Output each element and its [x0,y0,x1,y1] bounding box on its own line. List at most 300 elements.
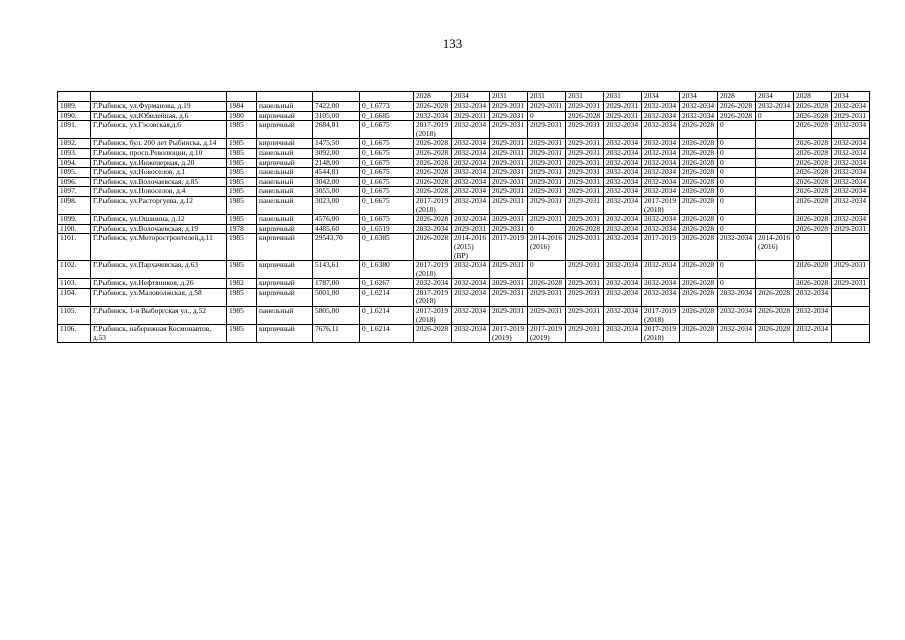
table-cell: 2026-2028 [414,102,452,112]
table-cell: 2032-2034 [642,158,680,168]
table-cell: Г.Рыбинск, ул.Волочаевская, д.85 [91,177,227,187]
table-cell: 0_1.6675 [360,196,414,214]
table-cell: 2026-2028 [566,224,604,234]
table-cell: кирпичный [257,224,313,234]
header-cell [227,92,257,102]
table-cell: 2026-2028 [680,288,718,306]
table-cell: 2029-2031 [528,102,566,112]
table-cell: 0 [718,279,756,289]
table-cell: 2026-2028 [680,224,718,234]
table-cell: 1092. [58,139,91,149]
table-row [58,187,870,197]
table-row [58,196,870,214]
page-number: 133 [442,36,463,51]
table-cell: 2026-2028 [680,139,718,149]
table-cell: 2026-2028 [794,215,832,225]
table-cell: 2032-2034 [642,177,680,187]
table-cell: панельный [257,196,313,214]
table-cell: 2032-2034 [452,158,490,168]
table-cell: 2026-2028 [794,102,832,112]
table-cell: 2026-2028 [756,307,794,325]
table-cell: 2017-2019 (2018) [642,307,680,325]
table-cell: Г.Рыбинск, ул.Нефтяников, д.26 [91,279,227,289]
table-cell: 2032-2034 [794,325,832,343]
table-cell: 2029-2031 [528,121,566,139]
table-cell: 2029-2031 [566,102,604,112]
table-cell: 2029-2031 [528,148,566,158]
table-cell: 2029-2031 [490,158,528,168]
table-cell: 2026-2028 [756,325,794,343]
table-cell: 2026-2028 [414,158,452,168]
table-cell: 0 [718,168,756,178]
table-cell: 2148,00 [313,158,360,168]
table-cell: 1105. [58,307,91,325]
table-cell: 2026-2028 [794,279,832,289]
table-cell: 2017-2019 [642,234,680,261]
table-cell [756,158,794,168]
table-cell: 2029-2031 [566,139,604,149]
table-cell: 0 [718,224,756,234]
table-cell: 0_1.6675 [360,139,414,149]
table-cell: Г.Рыбинск, набережная Космонавтов, д.53 [91,325,227,343]
table-cell: 1099. [58,215,91,225]
table-cell: 2032-2034 [832,148,870,158]
table-row [58,111,870,121]
table-cell: 1106. [58,325,91,343]
table-cell: 2032-2034 [452,261,490,279]
table-row [58,307,870,325]
table-cell: панельный [257,307,313,325]
table-cell [756,148,794,158]
header-cell: 2028 [794,92,832,102]
table-cell: 2029-2031 [490,215,528,225]
table-cell: 5805,00 [313,307,360,325]
table-cell: 1985 [227,148,257,158]
table-cell: 2032-2034 [604,196,642,214]
table-cell: 0_1.6773 [360,102,414,112]
table-cell: Г.Рыбинск, ул.Инженерная, д.20 [91,158,227,168]
table-cell: 2029-2031 [832,111,870,121]
table-cell: 2029-2031 [566,121,604,139]
table-row [58,261,870,279]
table-cell: 2029-2031 [566,279,604,289]
table-cell: 2026-2028 [680,279,718,289]
table-cell: 1984 [227,102,257,112]
table-row [58,121,870,139]
table-row [58,325,870,343]
table-body [58,92,870,343]
table-cell: 2029-2031 [528,307,566,325]
table-cell: 2026-2028 [794,111,832,121]
table-cell [756,224,794,234]
table-cell: 5143,61 [313,261,360,279]
table-cell: 2032-2034 [452,187,490,197]
table-cell: Г.Рыбинск, бул. 200 лет Рыбинска, д.14 [91,139,227,149]
table-cell: панельный [257,168,313,178]
table-cell: 2029-2031 [832,261,870,279]
table-cell: 2029-2031 [528,196,566,214]
table-cell [756,279,794,289]
table-cell: 2026-2028 [756,288,794,306]
table-cell: 2026-2028 [680,177,718,187]
table-cell: 2029-2031 [566,261,604,279]
table-cell: 2029-2031 [566,148,604,158]
table-row [58,224,870,234]
table-cell: 2032-2034 [642,224,680,234]
table-cell: 0_1.6675 [360,168,414,178]
table-cell: 2026-2028 [680,121,718,139]
table-cell: 1103. [58,279,91,289]
table-cell: 2026-2028 [794,187,832,197]
table-cell: 0 [794,234,832,261]
table-cell: 2026-2028 [414,139,452,149]
table-cell: панельный [257,187,313,197]
table-cell: 1985 [227,325,257,343]
table-cell: 2032-2034 [452,139,490,149]
table-cell: 0 [718,158,756,168]
table-cell: 2029-2031 [490,168,528,178]
table-cell: 1104. [58,288,91,306]
table-cell: 1985 [227,215,257,225]
table-cell: 1985 [227,307,257,325]
table-cell: 2032-2034 [414,279,452,289]
table-cell [832,288,870,306]
table-cell: 2029-2031 [490,187,528,197]
table-row [58,102,870,112]
table-cell: 2029-2031 [566,196,604,214]
table-cell [832,234,870,261]
table-cell: 2032-2034 [604,288,642,306]
table-cell: 2026-2028 [566,111,604,121]
table-cell: 1094. [58,158,91,168]
table-cell: 2032-2034 [832,121,870,139]
table-cell: 2032-2034 [604,139,642,149]
table-cell: Г.Рыбинск, ул.Маловолжская, д.58 [91,288,227,306]
table-cell: 2032-2034 [832,168,870,178]
table-cell [832,307,870,325]
header-cell: 2034 [452,92,490,102]
table-cell: 2029-2031 [452,111,490,121]
table-cell: кирпичный [257,111,313,121]
table-cell: 2032-2034 [604,158,642,168]
table-cell: 2017-2019 (2018) [414,288,452,306]
table-row [58,177,870,187]
table-cell: 2029-2031 [490,111,528,121]
table-cell: 2017-2019 (2018) [642,196,680,214]
table-cell: 2017-2019 (2019) [490,325,528,343]
table-cell: 2032-2034 [452,148,490,158]
table-cell: Г.Рыбинск, ул.Моторостроителей,д.11 [91,234,227,261]
table-cell: 1098. [58,196,91,214]
table-cell: 1089. [58,102,91,112]
table-cell: 2032-2034 [604,261,642,279]
table-cell: 2026-2028 [794,158,832,168]
table-cell: 2017-2019 (2018) [642,325,680,343]
table-cell: 2026-2028 [414,168,452,178]
table-cell: 1985 [227,158,257,168]
table-cell: 2026-2028 [718,102,756,112]
table-cell: 2032-2034 [832,215,870,225]
table-cell: 2032-2034 [452,288,490,306]
table-cell: панельный [257,148,313,158]
table-cell: 0 [528,224,566,234]
table-cell: 2032-2034 [604,215,642,225]
table-cell: 1980 [227,111,257,121]
table-cell: 1978 [227,224,257,234]
table-cell: 0 [718,139,756,149]
table-cell: 0 [756,111,794,121]
table-cell: 2032-2034 [794,288,832,306]
table-cell: 2026-2028 [794,224,832,234]
table-cell: 2029-2031 [566,187,604,197]
table-cell: 2032-2034 [794,307,832,325]
table-cell: 2032-2034 [452,102,490,112]
table-cell: 2032-2034 [718,234,756,261]
table-cell: 1090. [58,111,91,121]
table-cell: 2032-2034 [642,148,680,158]
header-cell: 2034 [832,92,870,102]
table-cell: 2014-2016 (2016) [528,234,566,261]
table-cell: 2032-2034 [642,261,680,279]
table-cell: 2032-2034 [642,187,680,197]
table-cell: 2032-2034 [452,279,490,289]
table-cell: Г.Рыбинск, ул.Юбилейная, д.6 [91,111,227,121]
table-cell: 2032-2034 [452,196,490,214]
table-cell: 2029-2031 [490,307,528,325]
table-cell: кирпичный [257,288,313,306]
table-cell: 2029-2031 [566,325,604,343]
table-cell: 2032-2034 [452,307,490,325]
table-cell: панельный [257,102,313,112]
table-cell: 2029-2031 [832,224,870,234]
table-cell: 2026-2028 [414,325,452,343]
table-cell: 2029-2031 [490,288,528,306]
table-cell: 2032-2034 [832,158,870,168]
table-cell: 0_1.6675 [360,148,414,158]
table-cell: 0 [718,148,756,158]
table-cell: 2029-2031 [452,224,490,234]
table-cell: 1097. [58,187,91,197]
table-cell: 2032-2034 [604,177,642,187]
table-cell: 2017-2019 (2019) [528,325,566,343]
table-cell: 2032-2034 [604,148,642,158]
table-cell: 4576,00 [313,215,360,225]
table-cell: 0 [718,196,756,214]
table-cell: 7676,11 [313,325,360,343]
table-cell: 0_1.6385 [360,234,414,261]
table-cell: 2029-2031 [528,288,566,306]
table-cell: Г.Рыбинск, ул.Ошанина, д.12 [91,215,227,225]
table-cell: 2026-2028 [794,148,832,158]
table-cell: 2029-2031 [604,102,642,112]
table-cell: 4544,81 [313,168,360,178]
table-row [58,139,870,149]
table-cell: 0 [718,261,756,279]
table-cell [832,325,870,343]
table-cell: 2026-2028 [414,234,452,261]
table-cell: 2032-2034 [452,177,490,187]
table-cell: 2032-2034 [832,187,870,197]
table-cell: 2029-2031 [490,279,528,289]
table-cell: 1985 [227,261,257,279]
table-cell: 2029-2031 [566,158,604,168]
table-cell: 2029-2031 [566,307,604,325]
table-cell: 2029-2031 [566,234,604,261]
table-cell: 2032-2034 [452,215,490,225]
table-cell: 1102. [58,261,91,279]
table-cell [756,261,794,279]
table-cell: 2032-2034 [604,187,642,197]
table-cell: 1091. [58,121,91,139]
table-cell: 5001,00 [313,288,360,306]
table-row [58,148,870,158]
table-cell: 2032-2034 [452,121,490,139]
table-cell: 3092,00 [313,148,360,158]
table-row [58,279,870,289]
table-cell: 2032-2034 [604,224,642,234]
table-cell: 2014-2016 (2015) (ВР) [452,234,490,261]
table-cell: 1985 [227,139,257,149]
header-cell [313,92,360,102]
table-cell: кирпичный [257,158,313,168]
table-cell: панельный [257,215,313,225]
table-cell: Г.Рыбинск, просп.Революции, д.10 [91,148,227,158]
table-cell: кирпичный [257,279,313,289]
table-cell: 2017-2019 (2018) [414,307,452,325]
table-cell [756,168,794,178]
table-cell: 2684,01 [313,121,360,139]
table-cell: 1985 [227,121,257,139]
header-cell: 2028 [414,92,452,102]
table-cell [756,187,794,197]
table-cell: 0_1.6675 [360,215,414,225]
table-cell: 0 [528,111,566,121]
table-cell: 2026-2028 [680,215,718,225]
table-cell: 0_1.6519 [360,224,414,234]
table-cell: 3055,00 [313,187,360,197]
table-cell: 2017-2019 (2018) [414,121,452,139]
table-cell: 2026-2028 [414,177,452,187]
table-cell: 2032-2034 [718,325,756,343]
table-cell: 3105,00 [313,111,360,121]
table-cell: 2026-2028 [794,196,832,214]
table-cell: 2029-2031 [490,224,528,234]
table-cell: 2032-2034 [642,168,680,178]
table-cell: 1985 [227,177,257,187]
table-row [58,215,870,225]
header-cell [360,92,414,102]
table-cell: 2029-2031 [528,139,566,149]
table-cell: 4485,60 [313,224,360,234]
table-row [58,288,870,306]
table-cell: 2029-2031 [528,177,566,187]
header-cell: 2034 [680,92,718,102]
table-cell: 2029-2031 [832,279,870,289]
header-cell: 2031 [566,92,604,102]
table-cell [756,121,794,139]
table-cell: 2026-2028 [680,325,718,343]
table-cell: 2017-2019 [490,234,528,261]
table-cell: 0_1.6685 [360,111,414,121]
header-cell: 2031 [490,92,528,102]
table-cell: 2026-2028 [794,168,832,178]
table-cell: 2026-2028 [680,234,718,261]
table-cell: 2032-2034 [452,168,490,178]
table-cell: 2032-2034 [604,325,642,343]
table-cell [756,215,794,225]
table-cell: 1095. [58,168,91,178]
table-cell: 0_1.6214 [360,307,414,325]
table-cell: 2026-2028 [680,261,718,279]
table-cell: 2026-2028 [680,187,718,197]
table-cell: 1475,50 [313,139,360,149]
table-cell: 1985 [227,196,257,214]
table-cell: 2029-2031 [566,177,604,187]
table-cell: 0_1.6380 [360,261,414,279]
table-cell: 2029-2031 [528,168,566,178]
table-cell: Г.Рыбинск, ул.Гэсовская,д.6 [91,121,227,139]
table-cell: 1985 [227,288,257,306]
housing-register-table [57,91,870,343]
table-cell: 0_1.6675 [360,158,414,168]
table-cell: 2032-2034 [452,325,490,343]
table-cell: 0_1.6675 [360,121,414,139]
table-cell: 2032-2034 [642,139,680,149]
table-cell: 3042,00 [313,177,360,187]
table-cell: панельный [257,177,313,187]
table-cell: 1985 [227,168,257,178]
table-cell: кирпичный [257,121,313,139]
header-cell: 2031 [604,92,642,102]
table-cell: 2029-2031 [528,158,566,168]
table-cell: Г.Рыбинск, ул.Пархачевская, д.63 [91,261,227,279]
table-cell: 2029-2031 [490,148,528,158]
table-cell: 2029-2031 [566,288,604,306]
table-cell: 2026-2028 [680,148,718,158]
table-cell: 2017-2019 (2018) [414,261,452,279]
table-cell: Г.Рыбинск, ул.Новоселов, д.1 [91,168,227,178]
table-cell: 2032-2034 [604,307,642,325]
table-cell: 2026-2028 [414,187,452,197]
table-row [58,168,870,178]
table-cell: 2032-2034 [680,111,718,121]
table-cell: 2032-2034 [642,121,680,139]
table-cell: 2026-2028 [718,111,756,121]
table-cell: 2032-2034 [642,279,680,289]
table-cell: 0 [718,177,756,187]
table-cell: 0_1.6675 [360,187,414,197]
table-cell: 2026-2028 [680,168,718,178]
table-cell: 2032-2034 [604,121,642,139]
table-cell: 2026-2028 [794,261,832,279]
table-cell: кирпичный [257,261,313,279]
header-cell [91,92,227,102]
table-cell: кирпичный [257,139,313,149]
table-cell: 2029-2031 [566,215,604,225]
table-cell: кирпичный [257,325,313,343]
table-cell: 0 [528,261,566,279]
table-cell: 2026-2028 [794,121,832,139]
table-cell: 2029-2031 [490,102,528,112]
table-cell: 2029-2031 [604,111,642,121]
table-cell: 1985 [227,234,257,261]
table-cell: 2014-2016 (2016) [756,234,794,261]
table-cell: 2032-2034 [832,139,870,149]
table-cell: 1100. [58,224,91,234]
table-cell: 2017-2019 (2018) [414,196,452,214]
table-cell: 2032-2034 [718,288,756,306]
table-header-row [58,92,870,102]
